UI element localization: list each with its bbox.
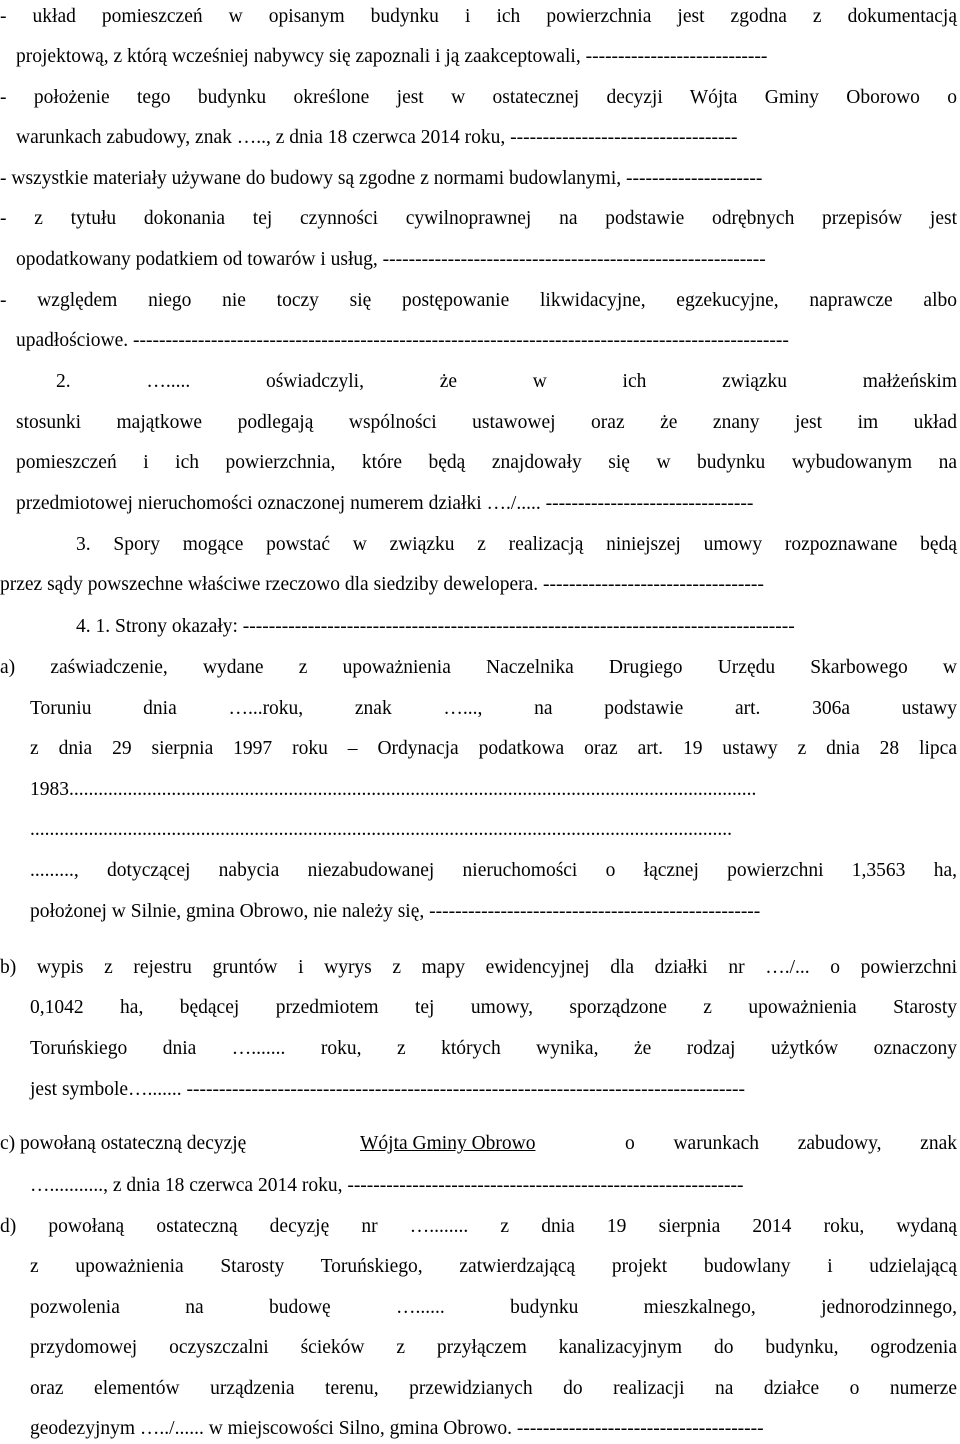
- text-line: Toruńskiego dnia …....... roku, z których wynika, że rodzaj użytków oznaczony: [30, 1038, 957, 1059]
- text-line: ................................................................................................................................................: [30, 819, 732, 840]
- text-line: o warunkach zabudowy, znak: [625, 1133, 957, 1154]
- text-line: 3. Spory mogące powstać w związku z realizacją niniejszej umowy rozpoznawane będą: [76, 534, 957, 555]
- text-line: 1983.............................................................................................................................................: [30, 779, 757, 800]
- text-line: upadłościowe. -----------------------------------------------------------------------------------------------------: [16, 330, 789, 351]
- text-line: - układ pomieszczeń w opisanym budynku i ich powierzchnia jest zgodna z dokumentacją: [0, 6, 957, 27]
- text-line: warunkach zabudowy, znak ….., z dnia 18 czerwca 2014 roku, -----------------------------------: [16, 127, 738, 148]
- underlined-text: Wójta Gminy Obrowo: [360, 1133, 536, 1154]
- text-line: ........., dotyczącej nabycia niezabudowanej nieruchomości o łącznej powierzchni 1,3563 ha,: [30, 860, 957, 881]
- text-line: z dnia 29 sierpnia 1997 roku – Ordynacja podatkowa oraz art. 19 ustawy z dnia 28 lipca: [30, 738, 957, 759]
- text-line: Toruniu dnia …...roku, znak …..., na podstawie art. 306a ustawy: [30, 698, 957, 719]
- text-line: położonej w Silnie, gmina Obrowo, nie należy się, ---------------------------------------------------: [30, 901, 761, 922]
- text-line: - wszystkie materiały używane do budowy są zgodne z normami budowlanymi, ---------------------: [0, 168, 763, 189]
- text-line: pomieszczeń i ich powierzchnia, które będą znajdowały się w budynku wybudowanym na: [16, 452, 957, 473]
- text-line: - położenie tego budynku określone jest w ostatecznej decyzji Wójta Gminy Oborowo o: [0, 87, 957, 108]
- text-line: - względem niego nie toczy się postępowanie likwidacyjne, egzekucyjne, naprawcze albo: [0, 290, 957, 311]
- text-line: przedmiotowej nieruchomości oznaczonej numerem działki …./..... --------------------------------: [16, 493, 754, 514]
- text-line: c) powołaną ostateczną decyzję: [0, 1133, 247, 1154]
- text-line: stosunki majątkowe podlegają wspólności ustawowej oraz że znany jest im układ: [16, 412, 957, 433]
- text-line: pozwolenia na budowę …...... budynku mieszkalnego, jednorodzinnego,: [30, 1297, 957, 1318]
- text-line: projektową, z którą wcześniej nabywcy się zapoznali i ją zaakceptowali, ----------------------------: [16, 46, 768, 67]
- text-line: geodezyjnym …../...... w miejscowości Silno, gmina Obrowo. --------------------------------------: [30, 1418, 764, 1439]
- text-line: d) powołaną ostateczną decyzję nr …........ z dnia 19 sierpnia 2014 roku, wydaną: [0, 1216, 957, 1237]
- text-line: przydomowej oczyszczalni ścieków z przyłączem kanalizacyjnym do budynku, ogrodzenia: [30, 1337, 957, 1358]
- text-line: opodatkowany podatkiem od towarów i usług, -----------------------------------------------------------: [16, 249, 766, 270]
- text-line: …..........., z dnia 18 czerwca 2014 roku, -------------------------------------------------------------: [30, 1175, 744, 1196]
- text-line: - z tytułu dokonania tej czynności cywilnoprawnej na podstawie odrębnych przepisów jest: [0, 208, 957, 229]
- text-line: przez sądy powszechne właściwe rzeczowo dla siedziby dewelopera. ----------------------------------: [0, 574, 764, 595]
- text-line: oraz elementów urządzenia terenu, przewidzianych do realizacji na działce o numerze: [30, 1378, 957, 1399]
- text-line: b) wypis z rejestru gruntów i wyrys z mapy ewidencyjnej dla działki nr …./... o powierzchni: [0, 957, 957, 978]
- text-line: 2. …..... oświadczyli, że w ich związku małżeńskim: [56, 371, 957, 392]
- text-line: jest symbole…....... --------------------------------------------------------------------------------------: [30, 1079, 745, 1100]
- text-line: 4. 1. Strony okazały: -------------------------------------------------------------------------------------: [76, 616, 795, 637]
- text-line: 0,1042 ha, będącej przedmiotem tej umowy, sporządzone z upoważnienia Starosty: [30, 997, 957, 1018]
- text-line: a) zaświadczenie, wydane z upoważnienia Naczelnika Drugiego Urzędu Skarbowego w: [0, 657, 957, 678]
- text-line: z upoważnienia Starosty Toruńskiego, zatwierdzającą projekt budowlany i udzielającą: [30, 1256, 957, 1277]
